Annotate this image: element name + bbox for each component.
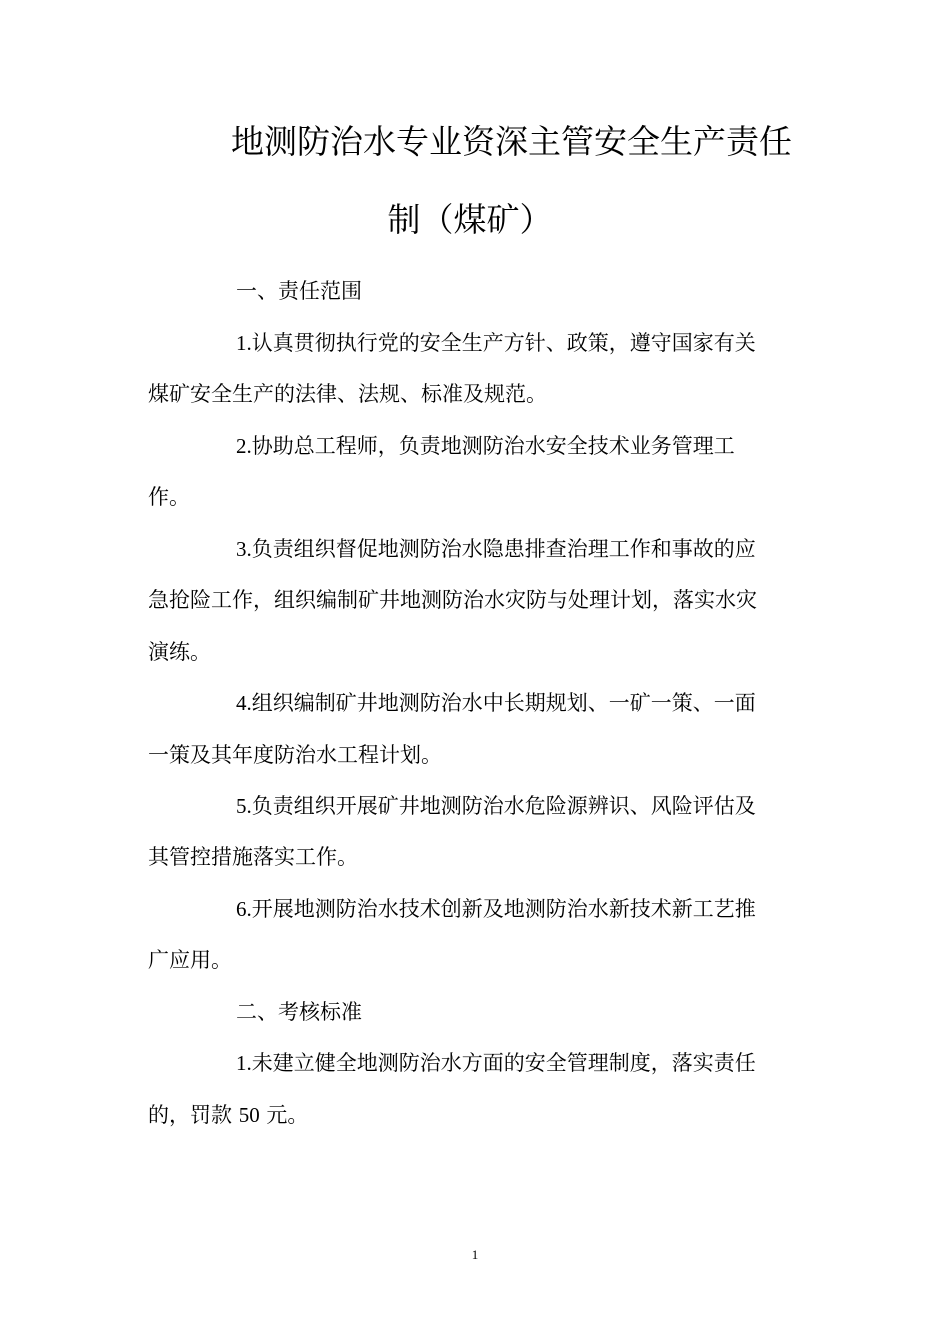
paragraph-6-line-2: 广应用。 (148, 948, 232, 972)
paragraph-6-line-1 (236, 895, 756, 923)
assessment-item-1-line-2 (148, 1101, 308, 1129)
paragraph-text: 负责组织督促地测防治水隐患排查治理工作和事故的应 (251, 537, 756, 561)
document-title-line-2: 制（煤矿） (387, 200, 553, 239)
paragraph-text: 协助总工程师，负责地测防治水安全技术业务管理工 (251, 434, 735, 458)
assessment-item-1-line-1 (236, 1049, 756, 1077)
paragraph-text: 元。 (259, 1103, 309, 1127)
document-title-line-1: 地测防治水专业资深主管安全生产责任 (231, 122, 792, 161)
paragraph-text: 的，罚款 (148, 1103, 239, 1127)
paragraph-4-line-2: 一策及其年度防治水工程计划。 (148, 743, 442, 767)
paragraph-2-line-2: 作。 (148, 485, 190, 509)
paragraph-2-line-1 (236, 432, 735, 460)
paragraph-text: 组织编制矿井地测防治水中长期规划、一矿一策、一面 (251, 691, 756, 715)
paragraph-text: 认真贯彻执行党的安全生产方针、政策，遵守国家有关 (251, 331, 756, 355)
paragraph-5-line-2: 其管控措施落实工作。 (148, 845, 358, 869)
section-heading-responsibility-scope: 一、责任范围 (236, 279, 362, 303)
item-number: 4. (236, 691, 252, 715)
paragraph-text: 负责组织开展矿井地测防治水危险源辨识、风险评估及 (251, 794, 756, 818)
item-number: 5. (236, 794, 252, 818)
paragraph-4-line-1 (236, 689, 756, 717)
item-number: 1. (236, 1051, 252, 1075)
section-heading-assessment-standard: 二、考核标准 (236, 1000, 362, 1024)
paragraph-text: 未建立健全地测防治水方面的安全管理制度，落实责任 (251, 1051, 756, 1075)
page-number: 1 (471, 1247, 479, 1262)
paragraph-3-line-1 (236, 535, 756, 563)
item-number: 6. (236, 897, 252, 921)
item-number: 2. (236, 434, 252, 458)
paragraph-text: 开展地测防治水技术创新及地测防治水新技术新工艺推 (251, 897, 756, 921)
paragraph-1-line-1 (236, 329, 756, 357)
paragraph-3-line-2: 急抢险工作，组织编制矿井地测防治水灾防与处理计划，落实水灾 (148, 588, 757, 612)
fine-amount: 50 (238, 1103, 260, 1127)
item-number: 3. (236, 537, 252, 561)
paragraph-1-line-2: 煤矿安全生产的法律、法规、标准及规范。 (148, 382, 547, 406)
paragraph-5-line-1 (236, 792, 756, 820)
paragraph-3-line-3: 演练。 (148, 640, 211, 664)
item-number: 1. (236, 331, 252, 355)
